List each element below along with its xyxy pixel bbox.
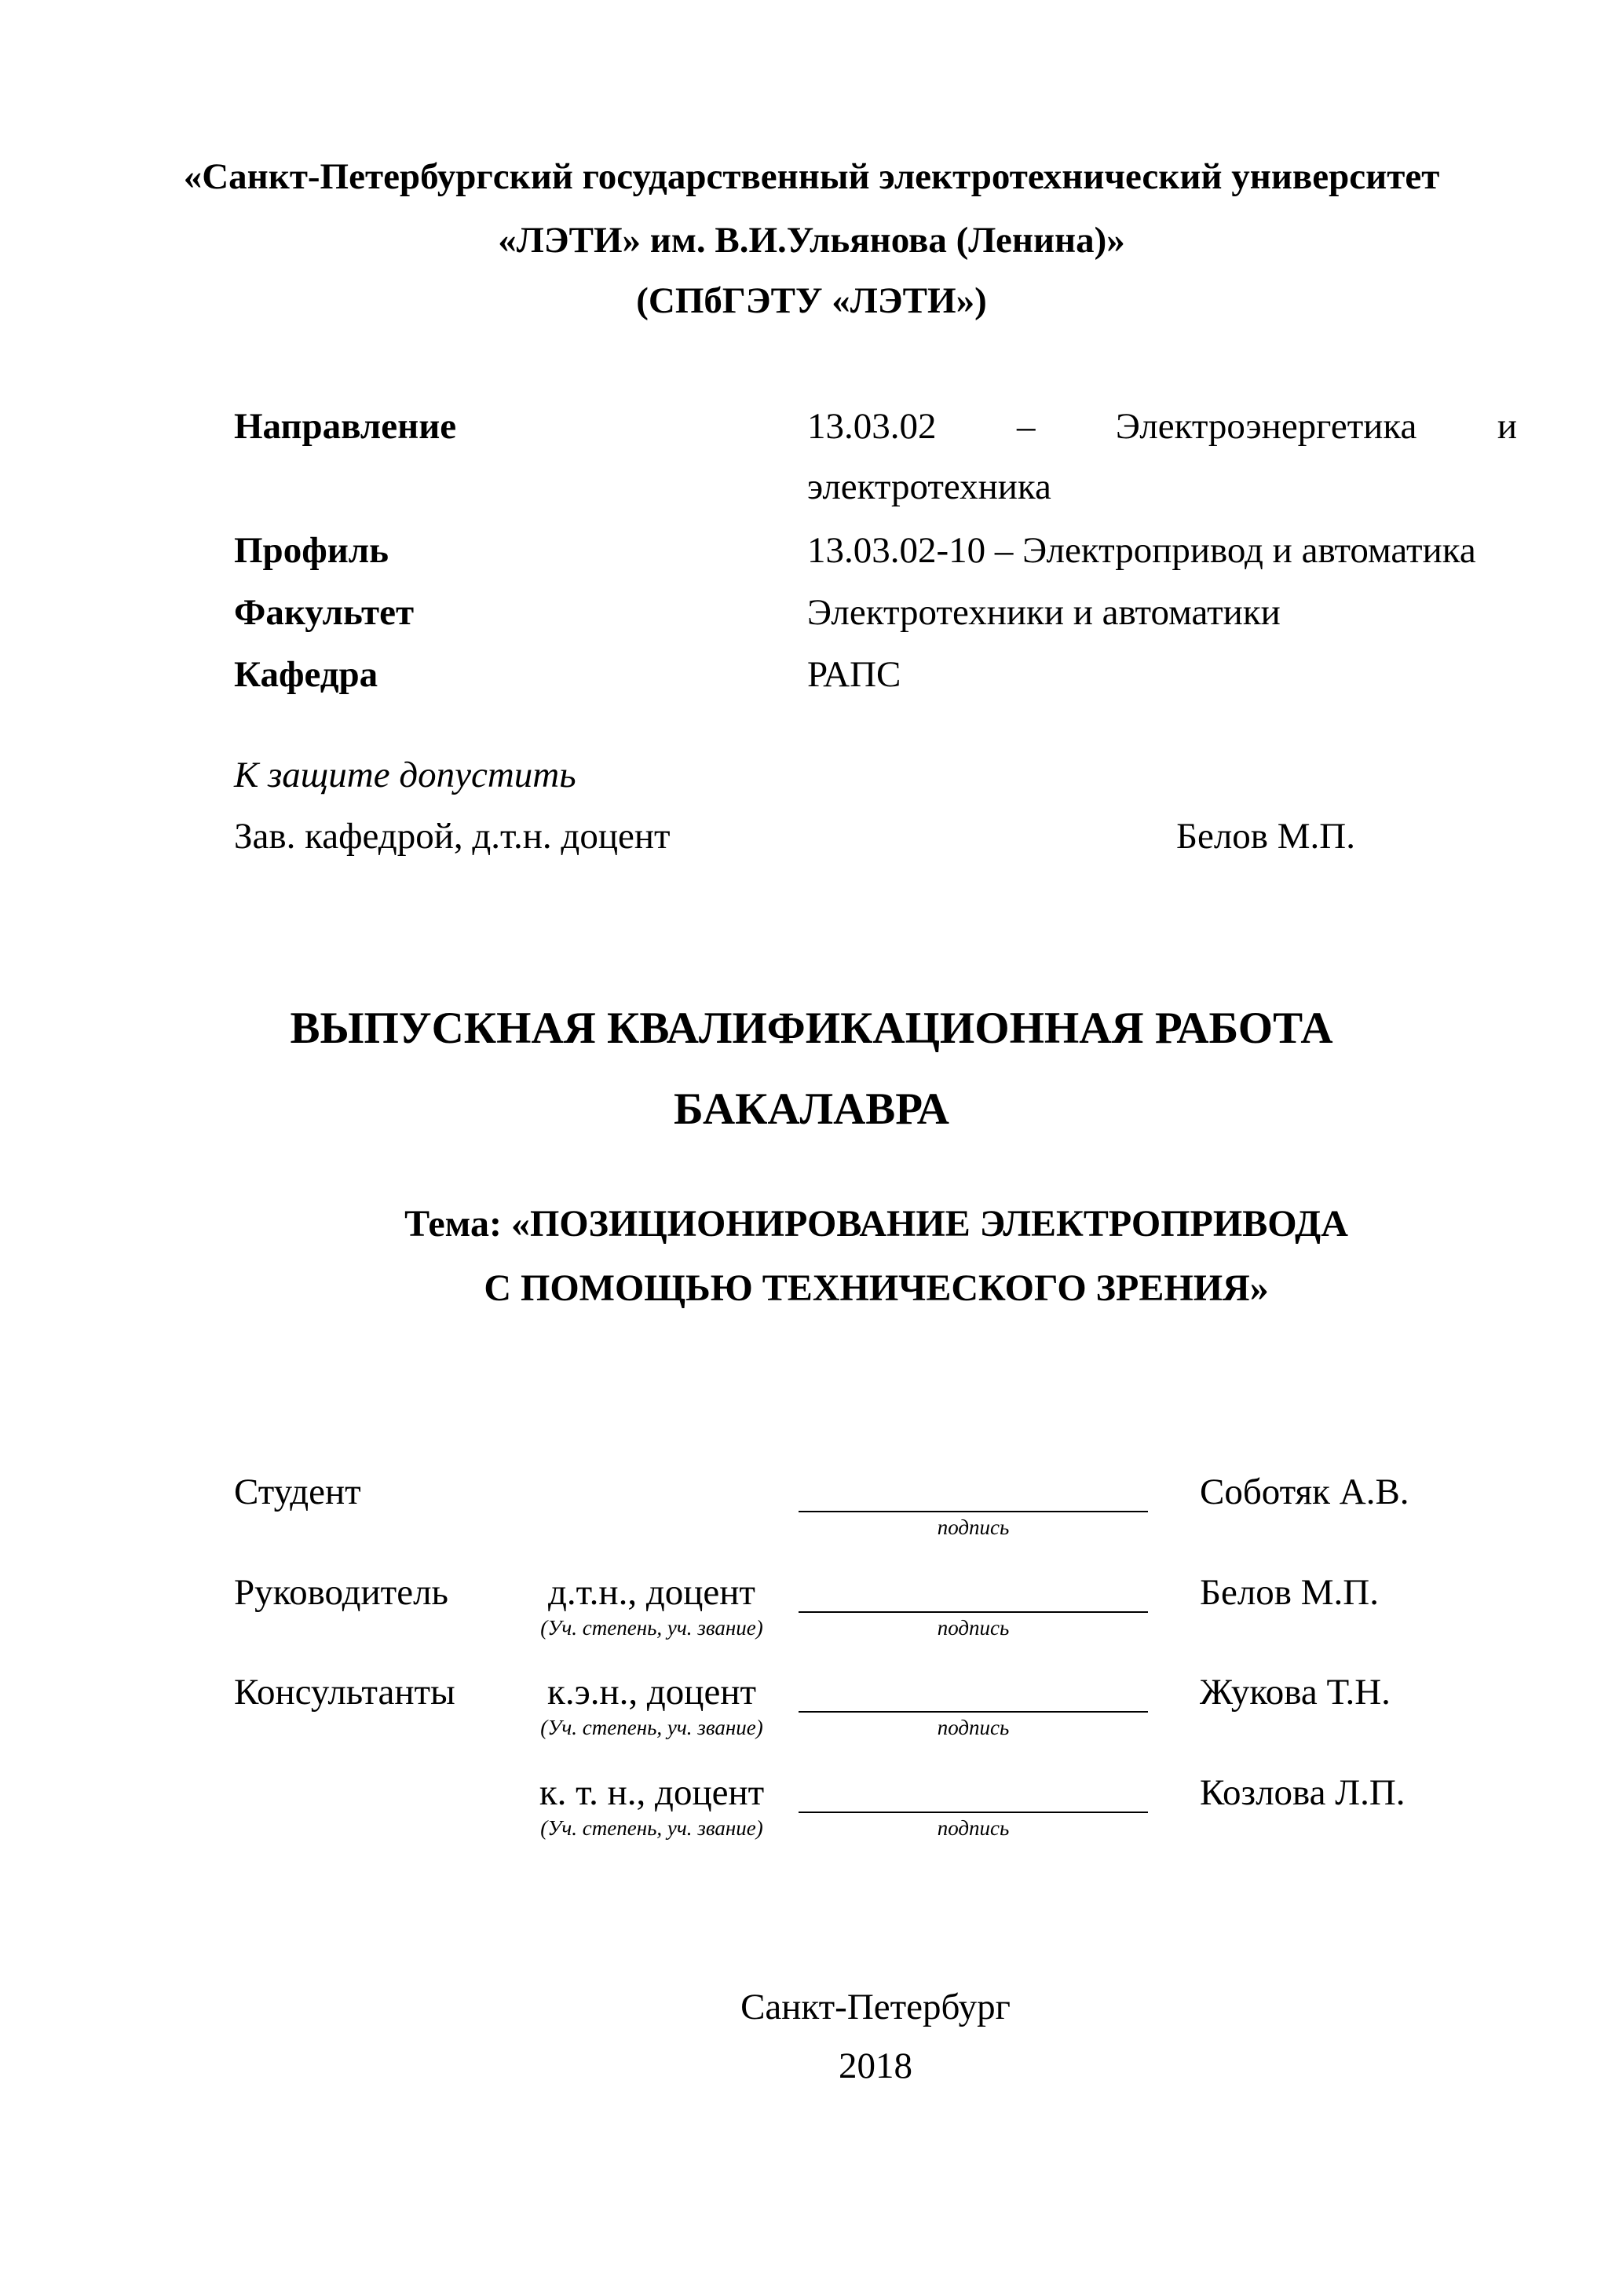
label-profile: Профиль bbox=[234, 530, 389, 571]
signature-line bbox=[799, 1511, 1148, 1512]
role-consultants: Консультанты bbox=[234, 1672, 455, 1713]
consultant2-degree: к. т. н., доцент bbox=[539, 1772, 765, 1813]
signature-hint: подпись bbox=[937, 1515, 1010, 1539]
approval-position: Зав. кафедрой, д.т.н. доцент bbox=[234, 816, 671, 857]
university-name: «Санкт-Петербургский государственный электротехнический университет bbox=[183, 156, 1440, 197]
label-faculty: Факультет bbox=[234, 592, 415, 633]
year: 2018 bbox=[839, 2046, 912, 2086]
consultant2-name: Козлова Л.П. bbox=[1200, 1772, 1406, 1813]
topic: Тема: «ПОЗИЦИОНИРОВАНИЕ ЭЛЕКТРОПРИВОДА bbox=[404, 1203, 1348, 1245]
value-direction-word: – bbox=[1016, 406, 1036, 447]
signature-hint: подпись bbox=[937, 1616, 1010, 1640]
topic-line2: С ПОМОЩЬЮ ТЕХНИЧЕСКОГО ЗРЕНИЯ» bbox=[484, 1267, 1269, 1309]
label-department: Кафедра bbox=[234, 654, 378, 695]
approval-caption: К защите допустить bbox=[234, 755, 576, 795]
supervisor-name: Белов М.П. bbox=[1200, 1572, 1379, 1613]
role-student: Студент bbox=[234, 1472, 361, 1512]
approval-name: Белов М.П. bbox=[1176, 816, 1355, 857]
consultant-name: Жукова Т.Н. bbox=[1200, 1672, 1391, 1713]
university-abbr: (СПбГЭТУ «ЛЭТИ») bbox=[636, 280, 987, 321]
value-direction-line2: электротехника bbox=[807, 466, 1051, 507]
supervisor-degree: д.т.н., доцент bbox=[548, 1572, 755, 1613]
degree-hint: (Уч. степень, уч. звание) bbox=[540, 1816, 763, 1840]
label-direction: Направление bbox=[234, 406, 457, 447]
value-direction-word: и bbox=[1497, 406, 1517, 447]
signature-line bbox=[799, 1711, 1148, 1713]
signature-line bbox=[799, 1611, 1148, 1613]
value-department: РАПС bbox=[807, 654, 901, 695]
degree-hint: (Уч. степень, уч. звание) bbox=[540, 1716, 763, 1739]
document-title: ВЫПУСКНАЯ КВАЛИФИКАЦИОННАЯ РАБОТА bbox=[290, 1004, 1333, 1053]
signature-hint: подпись bbox=[937, 1716, 1010, 1739]
value-faculty: Электротехники и автоматики bbox=[807, 592, 1281, 633]
signature-hint: подпись bbox=[937, 1816, 1010, 1840]
role-supervisor: Руководитель bbox=[234, 1572, 448, 1613]
consultant-degree: к.э.н., доцент bbox=[546, 1672, 757, 1713]
value-direction-word: Электроэнергетика bbox=[1115, 406, 1417, 447]
signature-line bbox=[799, 1812, 1148, 1813]
value-direction bbox=[807, 404, 1517, 448]
student-name: Соботяк А.В. bbox=[1200, 1472, 1409, 1512]
value-direction-word: 13.03.02 bbox=[807, 406, 937, 447]
degree-hint: (Уч. степень, уч. звание) bbox=[540, 1616, 763, 1640]
city: Санкт-Петербург bbox=[740, 1987, 1011, 2027]
value-profile: 13.03.02-10 – Электропривод и автоматика bbox=[807, 530, 1476, 571]
university-name-line2: «ЛЭТИ» им. В.И.Ульянова (Ленина)» bbox=[498, 220, 1125, 261]
document-title-line2: БАКАЛАВРА bbox=[674, 1084, 949, 1134]
